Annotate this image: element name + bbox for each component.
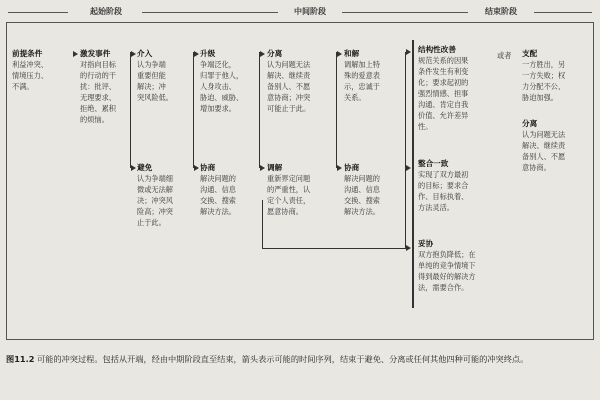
figure-caption xyxy=(6,352,594,366)
node-body: 调解加上特 殊的爱意表 示，忠诚于 关系。 xyxy=(344,60,380,102)
connector-escalate xyxy=(259,52,260,168)
outcomes-bracket xyxy=(412,40,414,308)
node-avoid xyxy=(137,162,195,228)
node-body: 认为问题无法 解决、继续责 备别人、不愿 意协商。 xyxy=(522,130,566,172)
node-body: 一方胜出，另 一方失败；权 力分配不公、 胁迫加强。 xyxy=(522,60,566,102)
header-rule-mid xyxy=(218,12,278,13)
node-compromise xyxy=(418,238,512,293)
arrow-icon xyxy=(337,165,342,171)
node-body: 规范关系的因果 条件发生有利变 化；要求起初的 强烈情感、担事 沟通、肯定自我 价值、允许差异 性。 xyxy=(418,56,469,131)
node-title: 调解 xyxy=(267,163,283,172)
node-body: 认为问题无法 解决、继续责 备别人、不愿 意协商；冲突 可能止于此。 xyxy=(267,60,311,113)
node-dominate xyxy=(522,48,592,103)
connector-negotiate-bottom xyxy=(262,248,410,249)
connector-negotiate-loop xyxy=(262,200,263,248)
node-body: 重新界定问题 的严重性，认 定个人责任， 愿意协商。 xyxy=(267,174,311,216)
node-title: 激发事件 xyxy=(80,49,111,58)
node-body: 认为争端细 微或无法解 决；冲突风 险高；冲突 止于此。 xyxy=(137,174,173,227)
header-rule-left2 xyxy=(142,12,218,13)
stage-end-header: 结束阶段 xyxy=(485,6,517,16)
node-title: 介入 xyxy=(137,49,153,58)
arrow-icon xyxy=(73,51,78,57)
node-title: 分离 xyxy=(522,119,538,128)
node-body: 双方抱负降低；在 单纯的竞争情境下 得到最好的解决方 法，需要合作。 xyxy=(418,250,476,292)
connector-outcomes xyxy=(405,52,406,248)
node-escalate xyxy=(200,48,258,114)
node-reconcile xyxy=(344,48,400,103)
node-title: 避免 xyxy=(137,163,153,172)
stage-middle-header: 中间阶段 xyxy=(294,6,326,16)
node-title: 整合一致 xyxy=(418,159,449,168)
node-negotiate-1 xyxy=(200,162,258,217)
arrow-icon xyxy=(131,165,136,171)
node-premise xyxy=(12,48,74,92)
node-title: 升级 xyxy=(200,49,216,58)
figure-number: 图11.2 xyxy=(6,354,35,364)
node-structural-improvement xyxy=(418,44,500,132)
header-rule-right2 xyxy=(534,12,592,13)
node-trigger xyxy=(80,48,132,125)
node-title: 分离 xyxy=(267,49,283,58)
node-body: 利益冲突、 情境压力、 不满。 xyxy=(12,60,48,91)
stage-start-header: 起始阶段 xyxy=(90,6,122,16)
node-body: 解决问题的 沟通、信息 交换、搜索 解决方法。 xyxy=(200,174,236,216)
figure-caption-text: 可能的冲突过程。包括从开端，经由中期阶段直至结束，箭头表示可能的时间序列，结束于避免、分离或任何其他四种可能的冲突终点。 xyxy=(37,354,529,364)
node-or xyxy=(497,50,517,61)
node-title: 结构性改善 xyxy=(418,45,456,54)
node-title: 和解 xyxy=(344,49,360,58)
node-mediate xyxy=(267,162,337,217)
header-rule-mid2 xyxy=(342,12,422,13)
arrow-icon xyxy=(406,165,411,171)
node-title: 妥协 xyxy=(418,239,434,248)
node-body: 实现了双方最初 的目标；要求合 作、目标执着、 方法灵活。 xyxy=(418,170,469,212)
arrow-icon xyxy=(260,165,265,171)
node-body: 对指向目标 的行动的干 扰：批评、 无理要求、 拒绝、累积 的烦恼。 xyxy=(80,60,116,124)
arrow-icon xyxy=(260,51,265,57)
node-body: 或者 xyxy=(497,51,512,60)
header-rule-right xyxy=(422,12,468,13)
node-negotiate-2 xyxy=(344,162,402,217)
arrow-icon xyxy=(406,245,411,251)
arrow-icon xyxy=(337,51,342,57)
node-separate-2 xyxy=(522,118,592,173)
node-title: 协商 xyxy=(344,163,360,172)
arrow-icon xyxy=(406,49,411,55)
node-separate-1 xyxy=(267,48,335,114)
connector-trigger xyxy=(130,52,131,168)
node-integrate xyxy=(418,158,508,213)
arrow-icon xyxy=(194,51,199,57)
node-title: 支配 xyxy=(522,49,538,58)
node-body: 解决问题的 沟通、信息 交换、搜索 解决方法。 xyxy=(344,174,380,216)
header-rule-left xyxy=(8,12,68,13)
node-body: 认为争端 重要但能 解决；冲 突风险低。 xyxy=(137,60,173,102)
node-intervene xyxy=(137,48,192,103)
arrow-icon xyxy=(131,51,136,57)
node-body: 争端泛化， 归罪于他人， 人身攻击、 胁迫、威胁、 增加要求。 xyxy=(200,60,244,113)
connector-intervene xyxy=(193,52,194,168)
node-title: 前提条件 xyxy=(12,49,43,58)
node-title: 协商 xyxy=(200,163,216,172)
connector-separate xyxy=(336,52,337,168)
